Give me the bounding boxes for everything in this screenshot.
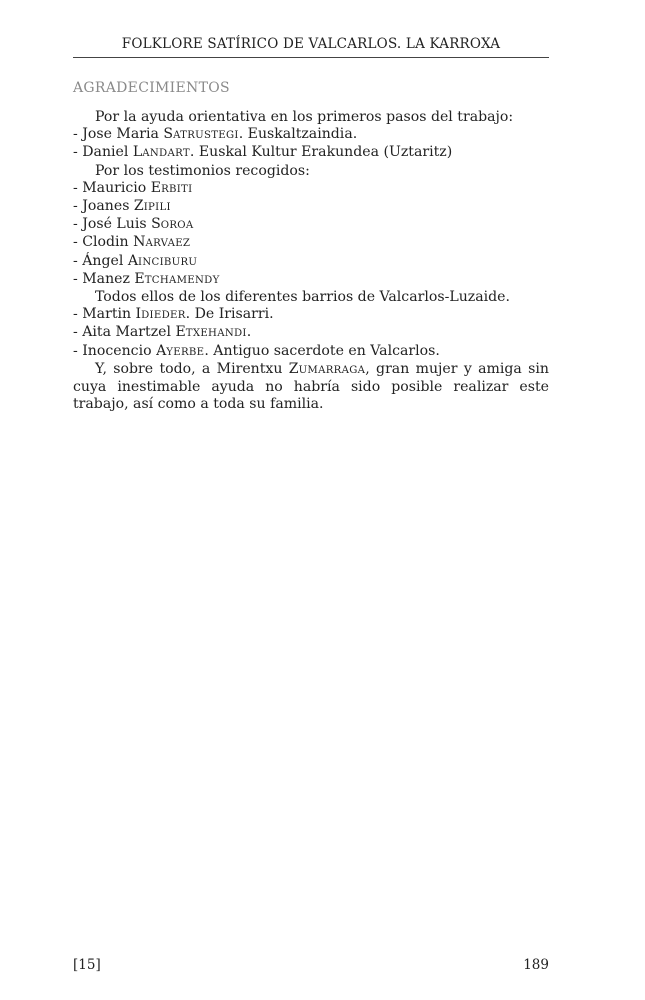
item-suffix: . Euskal Kultur Erakundea (Uztaritz)	[189, 144, 453, 161]
orientation-item	[73, 144, 549, 162]
surname-smallcaps: DIEDER	[141, 310, 186, 322]
surname-initial: A	[127, 252, 139, 269]
final-after: , gran mujer y amiga sin cuya inestimable ayuda no habría sido posible realizar este trabajo, así como a toda su familia.	[73, 360, 549, 413]
surname-initial: S	[163, 126, 174, 143]
item-prefix: - Aita Martzel	[73, 324, 176, 341]
item-prefix: - Inocencio	[73, 342, 157, 359]
intro-orientation: Por la ayuda orientativa en los primeros pasos del trabajo:	[95, 109, 514, 125]
testimony-item	[73, 198, 549, 216]
surname-smallcaps: IPILI	[143, 202, 171, 214]
surname-smallcaps: TXEHANDI	[185, 328, 247, 340]
item-prefix: - Manez	[73, 270, 135, 287]
item-suffix: . Euskaltzaindia.	[238, 126, 358, 143]
surname-initial: I	[135, 306, 142, 323]
item-prefix: - Joanes	[73, 198, 134, 215]
item-prefix: - Martin	[73, 306, 136, 323]
item-prefix: - José Luis	[73, 216, 152, 233]
surname-initial: S	[151, 216, 161, 233]
testimony-item	[73, 253, 549, 271]
surname-initial: A	[156, 342, 167, 359]
surname-smallcaps: ARVAEZ	[145, 238, 191, 250]
surname-initial: Z	[288, 360, 299, 377]
other-item	[73, 306, 549, 324]
item-prefix: - Clodin	[73, 234, 134, 251]
testimony-item	[73, 271, 549, 289]
final-paragraph	[73, 361, 549, 414]
surname-smallcaps: OROA	[160, 220, 194, 232]
testimony-item	[73, 216, 549, 234]
surname-initial: E	[134, 270, 145, 287]
other-item	[73, 324, 549, 342]
item-prefix: - Daniel	[73, 144, 133, 161]
final-before: Y, sobre todo, a Mirentxu	[95, 360, 289, 377]
running-header: FOLKLORE SATÍRICO DE VALCARLOS. LA KARROXA	[73, 36, 549, 58]
item-prefix: - Ángel	[73, 252, 128, 269]
surname-smallcaps: ATRUSTEGI	[173, 130, 239, 142]
surname-smallcaps: UMARRAGA	[298, 364, 366, 376]
surname-smallcaps: ANDART	[142, 148, 190, 160]
section-title: AGRADECIMIENTOS	[73, 80, 230, 96]
item-suffix: .	[246, 324, 252, 341]
surname-smallcaps: TCHAMENDY	[144, 274, 220, 286]
surname-initial: E	[150, 179, 162, 196]
surname-initial: N	[133, 234, 146, 251]
surname-smallcaps: INCIBURU	[138, 256, 198, 268]
surname-smallcaps: RBITI	[161, 183, 193, 195]
item-prefix: - Jose Maria	[73, 126, 164, 143]
item-suffix: . De Irisarri.	[185, 306, 274, 323]
item-suffix: . Antiguo sacerdote en Valcarlos.	[204, 342, 440, 359]
page-number: 189	[523, 957, 549, 973]
other-item	[73, 343, 549, 361]
surname-smallcaps: YERBE	[166, 346, 205, 358]
item-prefix: - Mauricio	[73, 179, 151, 196]
testimony-item	[73, 180, 549, 198]
surname-initial: Z	[133, 198, 144, 215]
testimony-item	[73, 234, 549, 252]
barrios-line: Todos ellos de los diferentes barrios de Valcarlos-Luzaide.	[95, 289, 510, 306]
surname-initial: L	[132, 144, 143, 161]
acknowledgements-body	[73, 109, 549, 413]
footer-section-number: [15]	[73, 957, 101, 973]
surname-initial: E	[175, 324, 186, 341]
orientation-item	[73, 126, 549, 144]
intro-testimonies: Por los testimonios recogidos:	[95, 162, 310, 179]
